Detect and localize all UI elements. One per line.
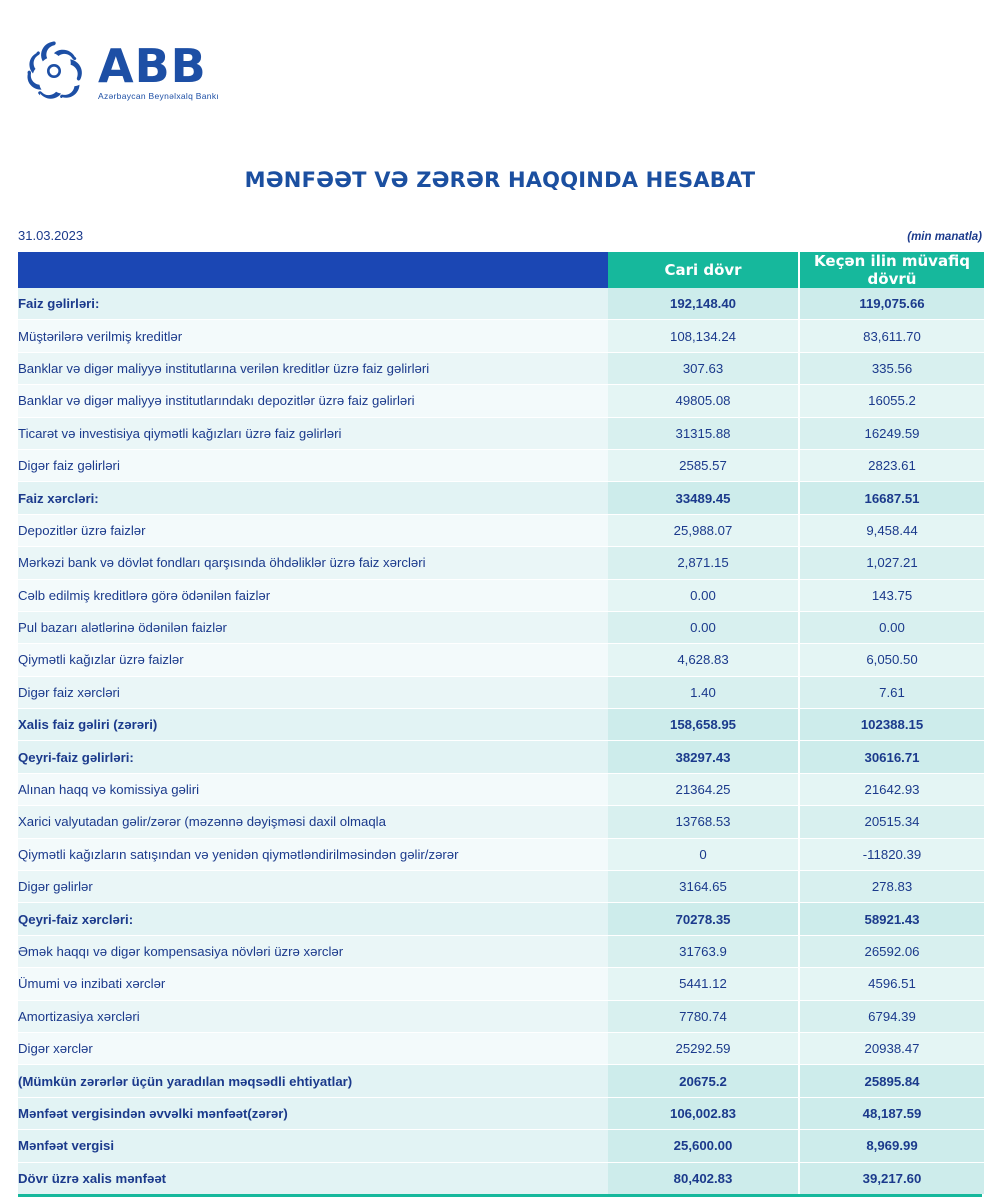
row-value-previous: 16687.51 bbox=[799, 482, 984, 514]
row-label: Alınan haqq və komissiya gəliri bbox=[18, 773, 608, 805]
row-value-current: 31763.9 bbox=[608, 935, 799, 967]
row-label: Qiymətli kağızlar üzrə faizlər bbox=[18, 644, 608, 676]
table-row bbox=[18, 1097, 984, 1129]
table-row bbox=[18, 320, 984, 352]
row-label: Faiz gəlirləri: bbox=[18, 288, 608, 320]
row-value-current: 80,402.83 bbox=[608, 1162, 799, 1194]
row-label: Banklar və digər maliyyə institutlarındakı depozitlər üzrə faiz gəlirləri bbox=[18, 385, 608, 417]
row-value-previous: 26592.06 bbox=[799, 935, 984, 967]
row-label: Əmək haqqı və digər kompensasiya növləri üzrə xərclər bbox=[18, 935, 608, 967]
table-row bbox=[18, 1130, 984, 1162]
table-row bbox=[18, 417, 984, 449]
row-value-current: 4,628.83 bbox=[608, 644, 799, 676]
table-row bbox=[18, 385, 984, 417]
row-value-current: 307.63 bbox=[608, 352, 799, 384]
logo-subtitle: Azərbaycan Beynəlxalq Bankı bbox=[98, 91, 220, 102]
row-value-previous: 20938.47 bbox=[799, 1032, 984, 1064]
column-header-previous: Keçən ilin müvafiq dövrü bbox=[799, 252, 984, 288]
logo-wordmark bbox=[98, 39, 219, 102]
row-value-previous: 8,969.99 bbox=[799, 1130, 984, 1162]
row-label: Digər faiz gəlirləri bbox=[18, 449, 608, 481]
row-value-current: 5441.12 bbox=[608, 968, 799, 1000]
row-label: Mərkəzi bank və dövlət fondları qarşısında öhdəliklər üzrə faiz xərcləri bbox=[18, 547, 608, 579]
row-value-current: 13768.53 bbox=[608, 806, 799, 838]
row-label: Ümumi və inzibati xərclər bbox=[18, 968, 608, 1000]
table-row bbox=[18, 1162, 984, 1194]
row-value-current: 2,871.15 bbox=[608, 547, 799, 579]
row-label: Pul bazarı alətlərinə ödənilən faizlər bbox=[18, 611, 608, 643]
financial-table-wrapper bbox=[18, 252, 982, 1195]
logo-name: ABB bbox=[98, 38, 207, 93]
abb-swirl-logo-icon bbox=[18, 34, 90, 106]
row-value-current: 49805.08 bbox=[608, 385, 799, 417]
row-value-previous: -11820.39 bbox=[799, 838, 984, 870]
row-value-current: 38297.43 bbox=[608, 741, 799, 773]
table-row bbox=[18, 838, 984, 870]
table-row bbox=[18, 871, 984, 903]
row-label: Mənfəət vergisindən əvvəlki mənfəət(zərər) bbox=[18, 1097, 608, 1129]
row-value-previous: 0.00 bbox=[799, 611, 984, 643]
row-value-current: 25292.59 bbox=[608, 1032, 799, 1064]
row-label: Digər xərclər bbox=[18, 1032, 608, 1064]
row-value-previous: 143.75 bbox=[799, 579, 984, 611]
row-value-previous: 2823.61 bbox=[799, 449, 984, 481]
table-row bbox=[18, 449, 984, 481]
report-date: 31.03.2023 bbox=[18, 228, 84, 243]
row-label: Depozitlər üzrə faizlər bbox=[18, 514, 608, 546]
row-value-previous: 83,611.70 bbox=[799, 320, 984, 352]
table-row bbox=[18, 935, 984, 967]
row-value-current: 31315.88 bbox=[608, 417, 799, 449]
report-units: (min manatla) bbox=[907, 231, 982, 243]
row-value-current: 21364.25 bbox=[608, 773, 799, 805]
row-value-current: 25,600.00 bbox=[608, 1130, 799, 1162]
row-value-previous: 278.83 bbox=[799, 871, 984, 903]
row-value-previous: 20515.34 bbox=[799, 806, 984, 838]
row-value-current: 1.40 bbox=[608, 676, 799, 708]
table-row bbox=[18, 644, 984, 676]
row-value-previous: 21642.93 bbox=[799, 773, 984, 805]
table-row bbox=[18, 676, 984, 708]
row-value-current: 192,148.40 bbox=[608, 288, 799, 320]
page-title: MƏNFƏƏT VƏ ZƏRƏR HAQQINDA HESABAT bbox=[244, 168, 756, 192]
row-value-previous: 16055.2 bbox=[799, 385, 984, 417]
row-value-current: 2585.57 bbox=[608, 449, 799, 481]
row-value-current: 0.00 bbox=[608, 579, 799, 611]
row-value-previous: 16249.59 bbox=[799, 417, 984, 449]
row-value-current: 158,658.95 bbox=[608, 709, 799, 741]
row-label: Amortizasiya xərcləri bbox=[18, 1000, 608, 1032]
column-header-current: Cari dövr bbox=[608, 252, 799, 288]
row-value-previous: 1,027.21 bbox=[799, 547, 984, 579]
row-label: Cəlb edilmiş kreditlərə görə ödənilən faizlər bbox=[18, 579, 608, 611]
bank-logo bbox=[18, 34, 219, 106]
row-label: Dövr üzrə xalis mənfəət bbox=[18, 1162, 608, 1194]
table-row bbox=[18, 1065, 984, 1097]
row-label: Ticarət və investisiya qiymətli kağızları üzrə faiz gəlirləri bbox=[18, 417, 608, 449]
row-label: Digər faiz xərcləri bbox=[18, 676, 608, 708]
row-value-current: 106,002.83 bbox=[608, 1097, 799, 1129]
table-row bbox=[18, 1000, 984, 1032]
table-row bbox=[18, 709, 984, 741]
table-body bbox=[18, 288, 984, 1194]
table-row bbox=[18, 352, 984, 384]
row-label: (Mümkün zərərlər üçün yaradılan məqsədli ehtiyatlar) bbox=[18, 1065, 608, 1097]
row-value-current: 70278.35 bbox=[608, 903, 799, 935]
table-header-row bbox=[18, 252, 984, 288]
row-label: Mənfəət vergisi bbox=[18, 1130, 608, 1162]
row-value-current: 33489.45 bbox=[608, 482, 799, 514]
table-row bbox=[18, 611, 984, 643]
row-value-current: 25,988.07 bbox=[608, 514, 799, 546]
row-label: Qeyri-faiz xərcləri: bbox=[18, 903, 608, 935]
row-value-current: 108,134.24 bbox=[608, 320, 799, 352]
financial-table bbox=[18, 252, 984, 1195]
table-row bbox=[18, 288, 984, 320]
row-value-previous: 58921.43 bbox=[799, 903, 984, 935]
table-row bbox=[18, 741, 984, 773]
table-row bbox=[18, 773, 984, 805]
row-value-previous: 9,458.44 bbox=[799, 514, 984, 546]
table-row bbox=[18, 579, 984, 611]
row-value-previous: 119,075.66 bbox=[799, 288, 984, 320]
table-row bbox=[18, 806, 984, 838]
column-header-label bbox=[18, 252, 608, 288]
row-value-previous: 6,050.50 bbox=[799, 644, 984, 676]
row-label: Xalis faiz gəliri (zərəri) bbox=[18, 709, 608, 741]
row-value-current: 7780.74 bbox=[608, 1000, 799, 1032]
row-value-previous: 4596.51 bbox=[799, 968, 984, 1000]
table-row bbox=[18, 903, 984, 935]
row-value-previous: 6794.39 bbox=[799, 1000, 984, 1032]
row-value-current: 0 bbox=[608, 838, 799, 870]
row-label: Banklar və digər maliyyə institutlarına verilən kreditlər üzrə faiz gəlirləri bbox=[18, 352, 608, 384]
row-label: Xarici valyutadan gəlir/zərər (məzənnə dəyişməsi daxil olmaqla bbox=[18, 806, 608, 838]
row-value-current: 3164.65 bbox=[608, 871, 799, 903]
row-label: Qeyri-faiz gəlirləri: bbox=[18, 741, 608, 773]
row-value-previous: 25895.84 bbox=[799, 1065, 984, 1097]
row-value-previous: 39,217.60 bbox=[799, 1162, 984, 1194]
row-value-current: 0.00 bbox=[608, 611, 799, 643]
footer-rule bbox=[18, 1194, 982, 1197]
row-label: Digər gəlirlər bbox=[18, 871, 608, 903]
row-value-previous: 7.61 bbox=[799, 676, 984, 708]
table-row bbox=[18, 482, 984, 514]
row-value-previous: 30616.71 bbox=[799, 741, 984, 773]
row-value-previous: 335.56 bbox=[799, 352, 984, 384]
row-label: Qiymətli kağızların satışından və yenidən qiymətləndirilməsindən gəlir/zərər bbox=[18, 838, 608, 870]
report-meta bbox=[18, 228, 982, 243]
table-row bbox=[18, 547, 984, 579]
table-row bbox=[18, 514, 984, 546]
row-label: Müştərilərə verilmiş kreditlər bbox=[18, 320, 608, 352]
table-header bbox=[18, 252, 984, 288]
table-row bbox=[18, 1032, 984, 1064]
table-row bbox=[18, 968, 984, 1000]
row-value-current: 20675.2 bbox=[608, 1065, 799, 1097]
row-value-previous: 48,187.59 bbox=[799, 1097, 984, 1129]
row-value-previous: 102388.15 bbox=[799, 709, 984, 741]
row-label: Faiz xərcləri: bbox=[18, 482, 608, 514]
